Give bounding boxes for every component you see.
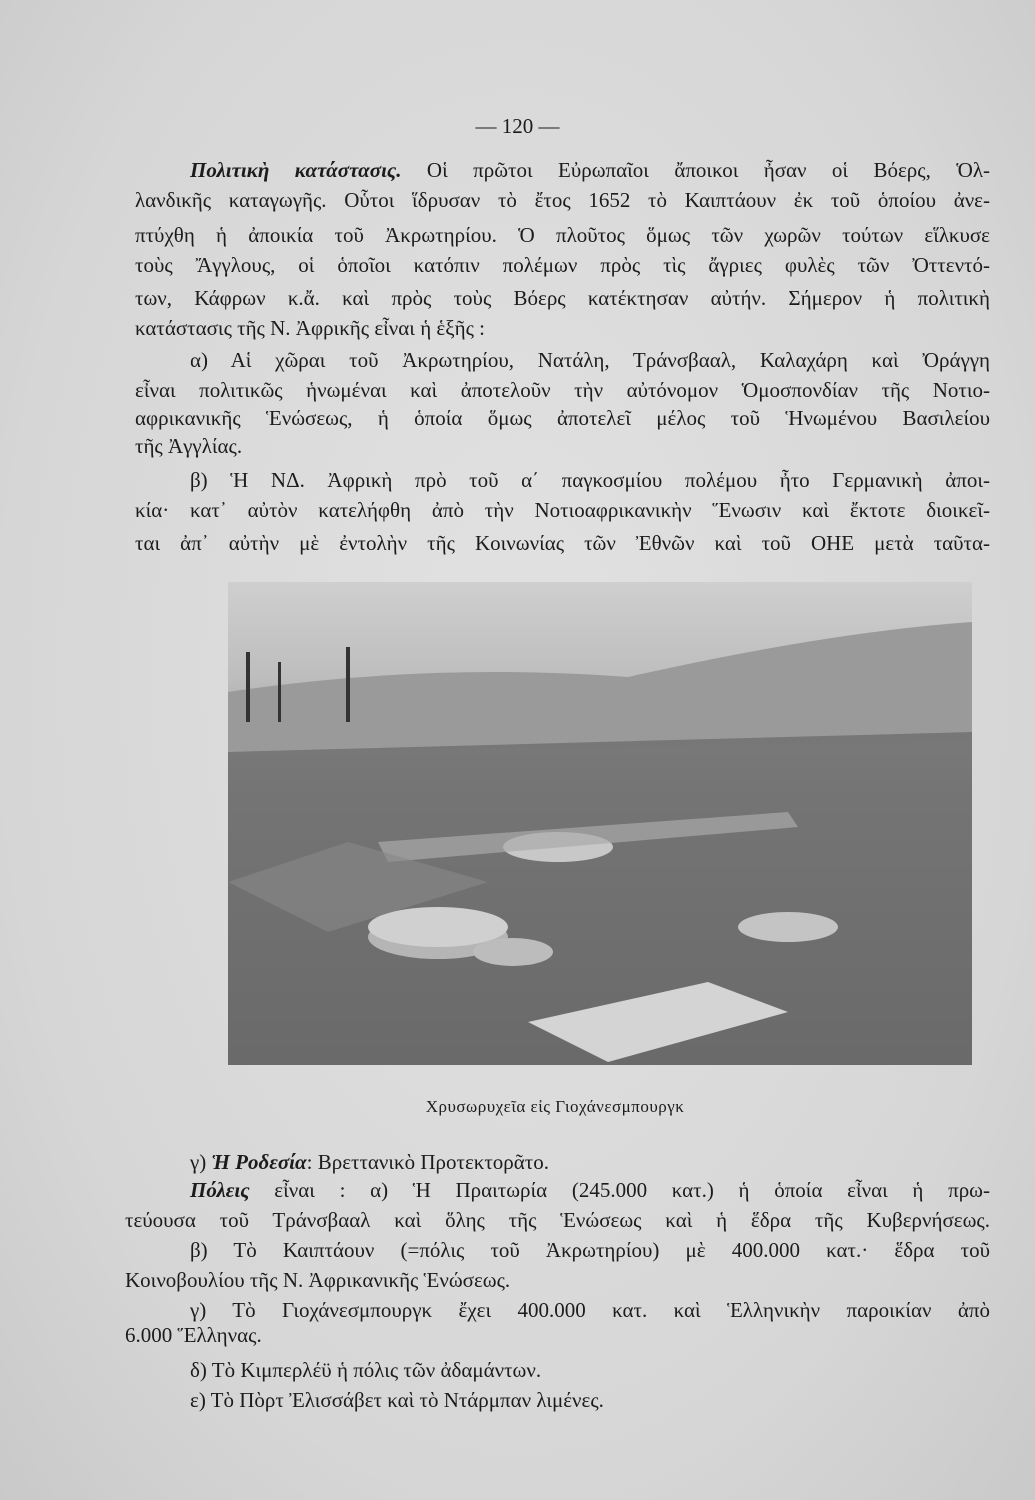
text-line: των, Κάφρων κ.ἄ. καὶ πρὸς τοὺς Βόερς κατέκτησαν αὐτήν. Σήμερον ἡ πολιτικὴ	[135, 286, 990, 310]
text-line: ται ἀπ᾽ αὐτὴν μὲ ἐντολὴν τῆς Κοινωνίας τῶν Ἐθνῶν καὶ τοῦ ΟΗΕ μετὰ ταῦτα-	[135, 531, 990, 555]
text-line	[190, 1176, 990, 1204]
text: γ)	[190, 1150, 212, 1174]
text-line: λανδικῆς καταγωγῆς. Οὗτοι ἵδρυσαν τὸ ἔτος 1652 τὸ Καιπτάουν ἐκ τοῦ ὁποίου ἀνε-	[135, 188, 990, 212]
text-line: κία· κατ᾽ αὐτὸν κατελήφθη ἀπὸ τὴν Νοτιοαφρικανικὴν Ἕνωσιν καὶ ἔκτοτε διοικεῖ-	[135, 498, 990, 522]
subheading: Ἡ Ροδεσία	[211, 1150, 307, 1174]
section-heading: Πολιτικὴ κατάστασις.	[190, 158, 402, 182]
text-line: 6.000 Ἕλληνας.	[125, 1323, 262, 1347]
text: Οἱ πρῶτοι Εὐρωπαῖοι ἄποικοι ἦσαν οἱ Βόερς, Ὁλ-	[401, 158, 991, 182]
text-line: ε) Τὸ Πὸρτ Ἐλισσάβετ καὶ τὸ Ντάρμπαν λιμένες.	[190, 1388, 604, 1412]
text-line: εἶναι πολιτικῶς ἡνωμέναι καὶ ἀποτελοῦν τὴν αὐτόνομον Ὁμοσπονδίαν τῆς Νοτιο-	[135, 378, 990, 402]
text-line: β) Ἡ ΝΔ. Ἀφρικὴ πρὸ τοῦ α΄ παγκοσμίου πολέμου ἦτο Γερμανικὴ ἀποι-	[190, 468, 990, 492]
text-line: γ) Τὸ Γιοχάνεσμπουργκ ἔχει 400.000 κατ. καὶ Ἑλληνικὴν παροικίαν ἀπὸ	[190, 1298, 990, 1322]
text-line: α) Αἱ χῶραι τοῦ Ἀκρωτηρίου, Νατάλη, Τράνσβααλ, Καλαχάρη καὶ Ὀράγγη	[190, 348, 990, 372]
subheading: Πόλεις	[190, 1178, 250, 1202]
text-line: κατάστασις τῆς Ν. Ἀφρικῆς εἶναι ἡ ἑξῆς :	[135, 316, 485, 340]
text-line: β) Τὸ Καιπτάουν (=πόλις τοῦ Ἀκρωτηρίου) μὲ 400.000 κατ.· ἕδρα τοῦ	[190, 1238, 990, 1262]
text-line: τοὺς Ἄγγλους, οἱ ὁποῖοι κατόπιν πολέμων πρὸς τὶς ἄγριες φυλὲς τῶν Ὀττεντό-	[135, 253, 990, 277]
text-line: αφρικανικῆς Ἑνώσεως, ἡ ὁποία ὅμως ἀποτελεῖ μέλος τοῦ Ἡνωμένου Βασιλείου	[135, 406, 990, 430]
text-line: πτύχθη ἡ ἀποικία τοῦ Ἀκρωτηρίου. Ὁ πλοῦτος ὅμως τῶν χωρῶν τούτων εἵλκυσε	[135, 223, 990, 247]
text: : Βρεττανικὸ Προτεκτορᾶτο.	[306, 1150, 549, 1174]
photo-caption: Χρυσωρυχεῖα εἰς Γιοχάνεσμπουργκ	[425, 1097, 685, 1116]
text-line: τεύουσα τοῦ Τράνσβααλ καὶ ὅλης τῆς Ἑνώσεως καὶ ἡ ἕδρα τῆς Κυβερνήσεως.	[125, 1208, 990, 1232]
gold-mines-photo	[228, 582, 972, 1065]
text-line	[190, 156, 990, 184]
text-line: δ) Τὸ Κιμπερλέϋ ἡ πόλις τῶν ἀδαμάντων.	[190, 1358, 542, 1382]
page-number: — 120 —	[475, 114, 560, 138]
text-line: τῆς Ἀγγλίας.	[135, 434, 243, 458]
text-line: Κοινοβουλίου τῆς Ν. Ἀφρικανικῆς Ἑνώσεως.	[125, 1268, 511, 1292]
text: εἶναι : α) Ἡ Πραιτωρία (245.000 κατ.) ἡ ὁποία εἶναι ἡ πρω-	[249, 1178, 990, 1202]
text-line	[190, 1148, 990, 1176]
